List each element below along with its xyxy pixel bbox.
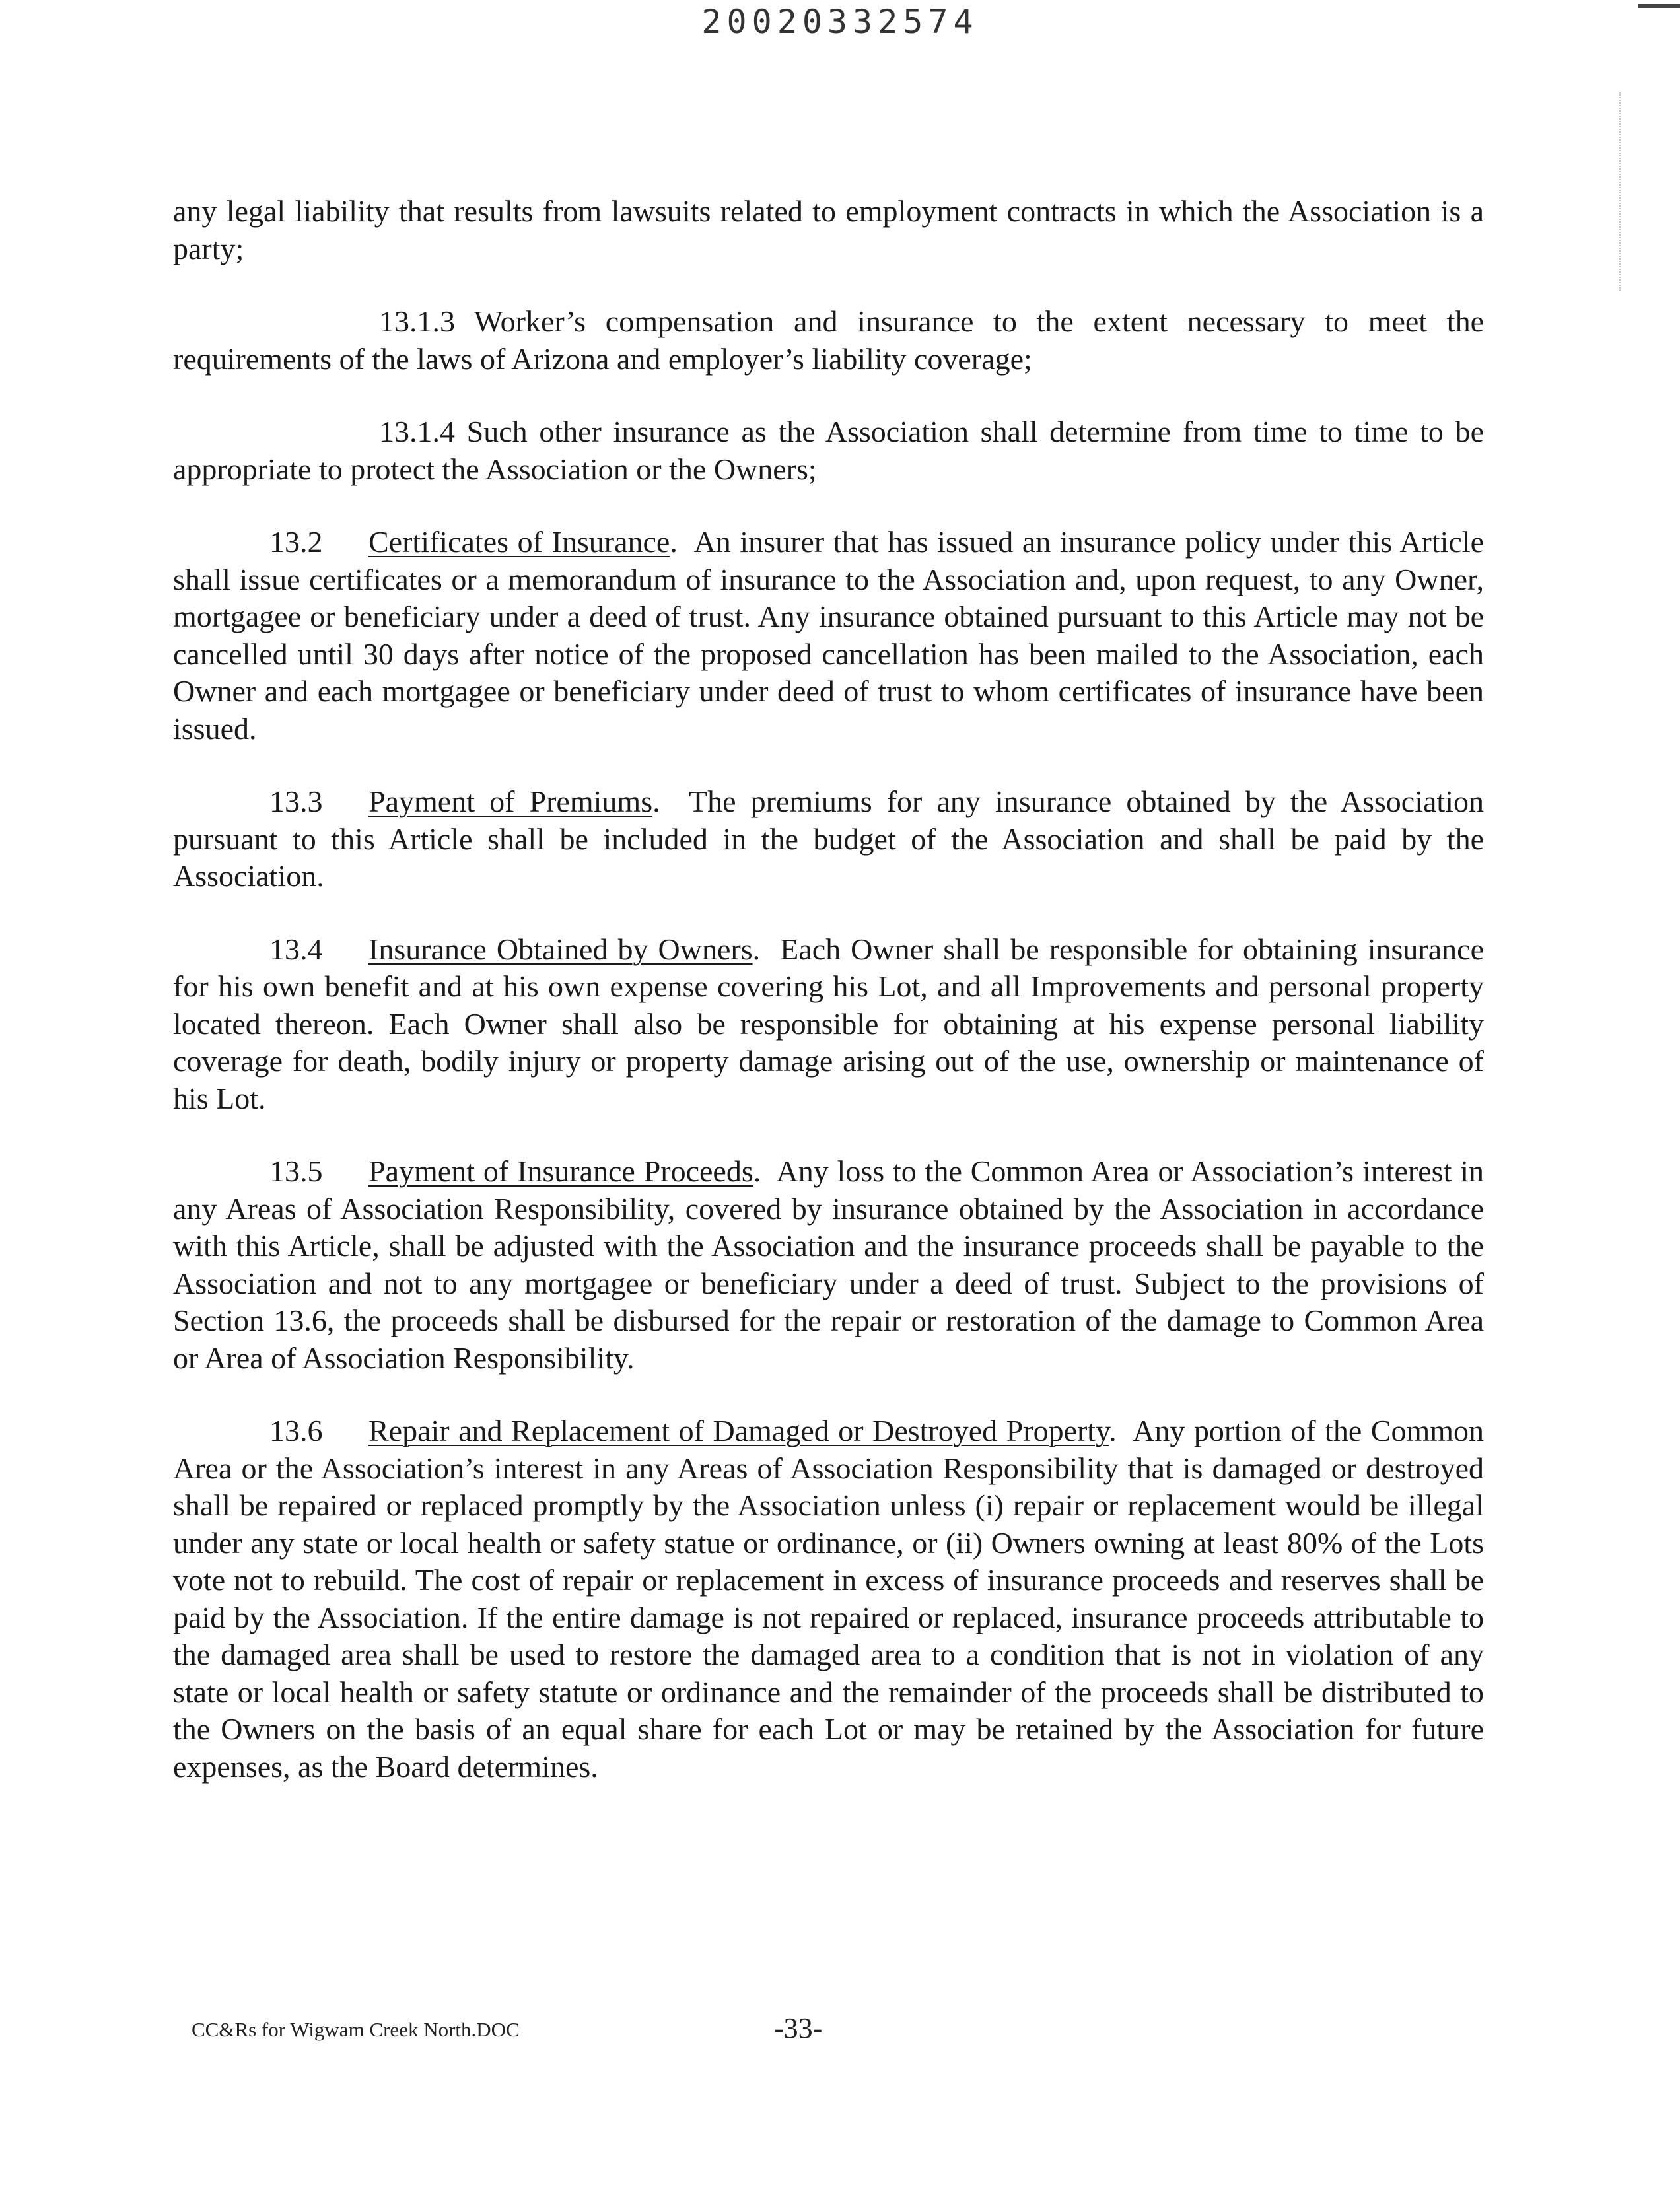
- paragraph-text: Worker’s compensation and insurance to the extent necessary to meet the requirements of the laws of Arizona and employer’s liability coverage;: [173, 304, 1485, 376]
- page-number: -33-: [774, 2012, 823, 2044]
- section-13-2: 13.2 Certificates of Insurance. An insurer that has issued an insurance policy under this Article shall issue certificates or a memorandum of insurance to the Association and, upon request, to any Owner, mortgagee or beneficiary under a deed of trust. Any insurance obtained pursuant to this Article may not be cancelled until 30 days after notice of the proposed cancellation has been mailed to the Association, each Owner and each mortgagee or beneficiary under deed of trust to whom certificates of insurance have been issued.: [173, 525, 1484, 746]
- paragraph-text: any legal liability that results from lawsuits related to employment contracts in which the Association is a party;: [173, 194, 1484, 265]
- section-number: 13.4: [269, 932, 323, 966]
- section-13-4: 13.4 Insurance Obtained by Owners. Each Owner shall be responsible for obtaining insurance for his own benefit and at his own expense covering his Lot, and all Improvements and personal property located thereon. Each Owner shall also be responsible for obtaining at his expense personal liability coverage for death, bodily injury or property damage arising out of the use, ownership or maintenance of his Lot.: [173, 932, 1484, 1115]
- section-number: 13.6: [269, 1414, 323, 1447]
- section-title: Certificates of Insurance: [368, 525, 670, 559]
- section-13-6: 13.6 Repair and Replacement of Damaged or Destroyed Property. Any portion of the Common Area or the Association’s interest in any Areas of Association Responsibility that is damaged or destroyed shall be repaired or replaced promptly by the Association unless (i) repair or replacement would be illegal under any state or local health or safety statue or ordinance, or (ii) Owners owning at least 80% of the Lots vote not to rebuild. The cost of repair or replacement in excess of insurance proceeds and reserves shall be paid by the Association. If the entire damage is not repaired or replaced, insurance proceeds attributable to the damaged area shall be used to restore the damaged area to a condition that is not in violation of any state or local health or safety statute or ordinance and the remainder of the proceeds shall be distributed to the Owners on the basis of an equal share for each Lot or may be retained by the Association for future expenses, as the Board determines.: [173, 1414, 1485, 1784]
- scan-artifact: [1619, 92, 1625, 291]
- section-title: Insurance Obtained by Owners: [368, 932, 753, 966]
- section-13-5: 13.5 Payment of Insurance Proceeds. Any loss to the Common Area or Association’s interest in any Areas of Association Responsibility, covered by insurance obtained by the Association in accordance with this Article, shall be adjusted with the Association and the insurance proceeds shall be payable to the Association and not to any mortgagee or beneficiary under a deed of trust. Subject to the provisions of Section 13.6, the proceeds shall be disbursed for the repair or restoration of the damage to Common Area or Area of Association Responsibility.: [173, 1154, 1484, 1375]
- recording-number: 20020332574: [701, 3, 979, 41]
- paragraph-text: An insurer that has issued an insurance policy under this Article shall issue certificates or a memorandum of insurance to the Association and, upon request, to any Owner, mortgagee or beneficiary under a deed of trust. Any insurance obtained pursuant to this Article may not be cancelled until 30 days after notice of the proposed cancellation has been mailed to the Association, each Owner and each mortgagee or beneficiary under deed of trust to whom certificates of insurance have been issued.: [173, 525, 1484, 746]
- paragraph-text: Each Owner shall be responsible for obtaining insurance for his own benefit and at his own expense covering his Lot, and all Improvements and personal property located thereon. Each Owner shall also be responsible for obtaining at his expense personal liability coverage for death, bodily injury or property damage arising out of the use, ownership or maintenance of his Lot.: [173, 932, 1484, 1115]
- subsection-number: 13.1.3: [379, 304, 455, 338]
- subsection-number: 13.1.4: [379, 415, 455, 448]
- section-number: 13.5: [269, 1154, 323, 1188]
- paragraph-text: Any loss to the Common Area or Association’s interest in any Areas of Association Responsibility, covered by insurance obtained by the Association in accordance with this Article, shall be adjusted with the Association and the insurance proceeds shall be payable to the Association and not to any mortgagee or beneficiary under a deed of trust. Subject to the provisions of Section 13.6, the proceeds shall be disbursed for the repair or restoration of the damage to Common Area or Area of Association Responsibility.: [173, 1154, 1484, 1375]
- paragraph-text: Any portion of the Common Area or the Association’s interest in any Areas of Association Responsibility that is damaged or destroyed shall be repaired or replaced promptly by the Association unless (i) repair or replacement would be illegal under any state or local health or safety statue or ordinance, or (ii) Owners owning at least 80% of the Lots vote not to rebuild. The cost of repair or replacement in excess of insurance proceeds and reserves shall be paid by the Association. If the entire damage is not repaired or replaced, insurance proceeds attributable to the damaged area shall be used to restore the damaged area to a condition that is not in violation of any state or local health or safety statute or ordinance and the remainder of the proceeds shall be distributed to the Owners on the basis of an equal share for each Lot or may be retained by the Association for future expenses, as the Board determines.: [173, 1414, 1485, 1784]
- footer-filename: CC&Rs for Wigwam Creek North.DOC: [192, 2018, 520, 2041]
- section-number: 13.2: [269, 525, 323, 559]
- section-title: Repair and Replacement of Damaged or Destroyed Property: [368, 1414, 1109, 1447]
- paragraph-continuation: [173, 193, 1484, 267]
- section-number: 13.3: [269, 784, 323, 818]
- subsection-13-1-4: [173, 413, 1484, 488]
- paragraph-text: Such other insurance as the Association shall determine from time to time to be appropriate to protect the Association or the Owners;: [173, 415, 1485, 486]
- section-13-3: 13.3 Payment of Premiums. The premiums for any insurance obtained by the Association pursuant to this Article shall be included in the budget of the Association and shall be paid by the Association.: [173, 784, 1484, 893]
- corner-scan-mark: [1638, 4, 1680, 8]
- paragraph-text: The premiums for any insurance obtained by the Association pursuant to this Article shall be included in the budget of the Association and shall be paid by the Association.: [173, 784, 1484, 893]
- section-title: Payment of Premiums: [368, 784, 653, 818]
- subsection-13-1-3: [173, 303, 1484, 378]
- document-body: [173, 193, 1484, 1821]
- section-title: Payment of Insurance Proceeds: [368, 1154, 753, 1188]
